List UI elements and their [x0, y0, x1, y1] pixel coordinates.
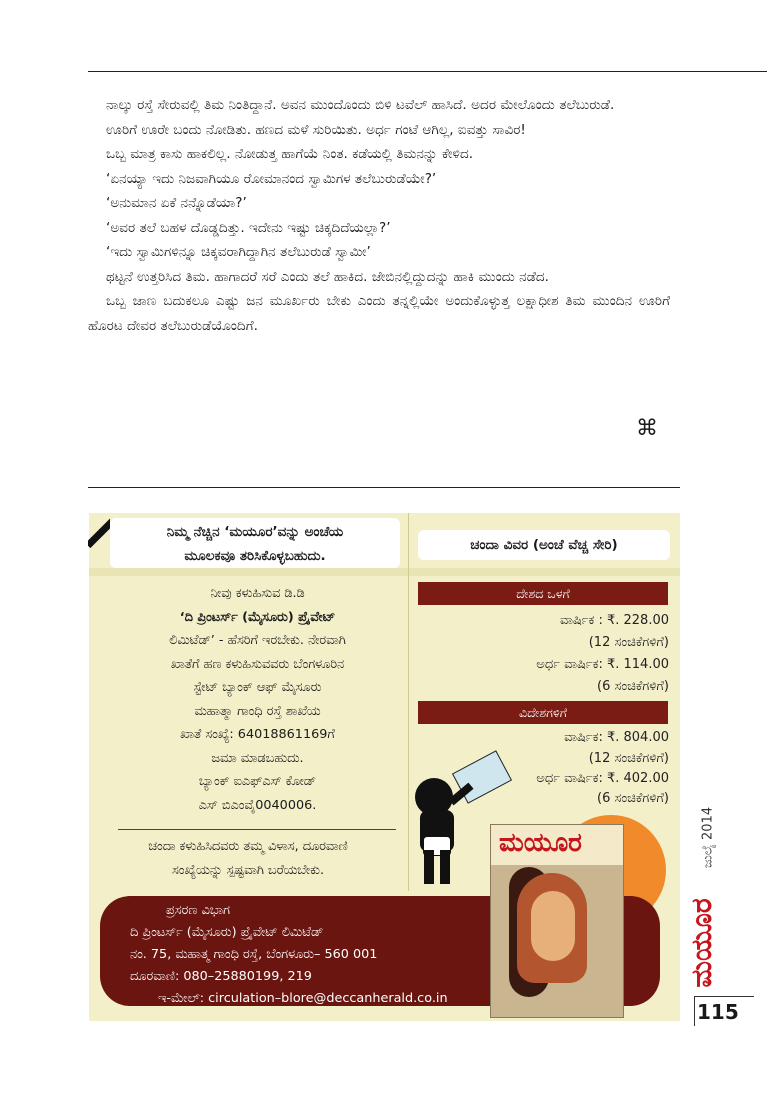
domestic-label: ದೇಶದ ಒಳಗೆ: [418, 582, 668, 605]
subscription-header-left: [110, 518, 400, 568]
dd-line: ‘ದಿ ಪ್ರಿಂಟರ್ಸ್ (ಮೈಸೂರು) ಪ್ರೈವೇಟ್: [179, 609, 336, 625]
story-paragraph: ‘ಅವರ ತಲೆ ಬಹಳ ದೊಡ್ಡದಿತ್ತು. ಇದೇನು ಇಷ್ಟು ಚಿಕ್ಕದಿದೆಯಲ್ಲಾ?’: [106, 219, 391, 236]
domestic-annual: ವಾರ್ಷಿಕ : ₹. 228.00: [559, 613, 669, 628]
section-rule: [88, 487, 680, 488]
mourning-ribbon-icon: [88, 514, 110, 558]
header-left-line: ನಿಮ್ಮ ನೆಚ್ಚಿನ ‘ಮಯೂರ’ವನ್ನು ಅಂಚೆಯ: [166, 524, 344, 540]
dd-line: ಮಹಾತ್ಮಾ ಗಾಂಧಿ ರಸ್ತೆ ಶಾಖೆಯ: [194, 703, 321, 719]
foreign-half: ಅರ್ಧ ವಾರ್ಷಿಕ: ₹. 402.00: [536, 771, 669, 786]
column-divider: [408, 513, 409, 891]
contact-address: ನಂ. 75, ಮಹಾತ್ಮ ಗಾಂಧಿ ರಸ್ತೆ, ಬೆಂಗಳೂರು– 560 001: [130, 947, 378, 962]
page-rule: [694, 996, 754, 997]
dd-line: ಎಸ್ ಬಿಎಂವೈ0040006.: [198, 797, 317, 813]
story-paragraph: ‘ಅನುಮಾನ ಏಕೆ ನನ್ನೊಡೆಯಾ?’: [106, 195, 247, 211]
dd-instructions: [120, 582, 395, 817]
figure-leg: [440, 850, 450, 884]
header-left-line: ಮೂಲಕವೂ ತರಿಸಿಕೊಳ್ಳಬಹುದು.: [184, 548, 326, 564]
foreign-annual-issues: (12 ಸಂಚಿಕೆಗಳಿಗೆ): [588, 751, 669, 766]
story-paragraph: ‘ಇದು ಸ್ವಾಮಿಗಳಿನ್ನೂ ಚಿಕ್ಕವರಾಗಿದ್ದಾಗಿನ ತಲೆಬುರುಡೆ ಸ್ವಾಮೀ’: [106, 244, 371, 260]
page-number: 115: [697, 1000, 739, 1024]
dd-line: ನೀವು ಕಳುಹಿಸುವ ಡಿ.ಡಿ: [210, 586, 305, 601]
magazine-cover: [490, 824, 624, 1018]
domestic-half: ಅರ್ಧ ವಾರ್ಷಿಕ: ₹. 114.00: [536, 657, 669, 672]
contact-dept: ಪ್ರಸರಣ ವಿಭಾಗ: [166, 903, 230, 918]
dd-line: ಸ್ಟೇಟ್ ಬ್ಯಾಂಕ್ ಆಫ್ ಮೈಸೂರು: [193, 680, 322, 695]
page-rule-vertical: [694, 996, 695, 1026]
note-divider: [118, 829, 396, 830]
end-mark-icon: ⌘: [636, 416, 658, 441]
magazine-title: ಮಯೂರ: [499, 828, 582, 858]
dd-line: ಜಮಾ ಮಾಡಬಹುದು.: [211, 750, 304, 766]
dd-line: ಖಾತೆ ಸಂಖ್ಯೆ: 64018861169ಗೆ: [180, 727, 335, 742]
story-paragraph: ನಾಲ್ಕು ರಸ್ತೆ ಸೇರುವಲ್ಲಿ ತಿಮ ನಿಂತಿದ್ದಾನೆ. ಅವನ ಮುಂದೊಂದು ಬಿಳಿ ಟವೆಲ್ ಹಾಸಿದೆ. ಅದರ ಮೇಲೊಂದು ತಲೆಬುರುಡೆ.: [106, 97, 615, 113]
figure-leg: [424, 850, 434, 884]
issue-date: ಜುಲೈ 2014: [700, 806, 716, 869]
story-paragraph: ಒಬ್ಬ ಮಾತ್ರ ಕಾಸು ಹಾಕಲಿಲ್ಲ. ನೋಡುತ್ತ ಹಾಗೆಯೆ ನಿಂತ. ಕಡೆಯಲ್ಲಿ ತಿಮನನ್ನು ಕೇಳಿದ.: [106, 146, 474, 162]
note-line: ಸಂಖ್ಯೆಯನ್ನು ಸ್ಪಷ್ಟವಾಗಿ ಬರೆಯಬೇಕು.: [171, 863, 325, 878]
dd-line: ಖಾತೆಗೆ ಹಣ ಕಳುಹಿಸುವವರು ಬೆಂಗಳೂರಿನ: [170, 656, 345, 672]
subscription-header-right: ಚಂದಾ ವಿವರ (ಅಂಚೆ ವೆಚ್ಚ ಸೇರಿ): [418, 530, 670, 560]
contact-email-row: [158, 988, 448, 1010]
domestic-annual-issues: (12 ಸಂಚಿಕೆಗಳಿಗೆ): [588, 635, 669, 650]
contact-phone: ದೂರವಾಣಿ: 080–25880199, 219: [130, 969, 312, 984]
top-rule: [88, 71, 767, 72]
dd-line: ಲಿಮಿಟೆಡ್’ - ಹೆಸರಿಗೆ ಇರಬೇಕು. ನೇರವಾಗಿ: [169, 633, 346, 648]
story-paragraph: ಊರಿಗೆ ಊರೇ ಬಂದು ನೋಡಿತು. ಹಣದ ಮಳೆ ಸುರಿಯಿತು. ಅರ್ಧ ಗಂಟೆ ಆಗಿಲ್ಲ, ಐವತ್ತು ಸಾವಿರ!: [106, 121, 526, 138]
foreign-label: ವಿದೇಶಗಳಿಗೆ: [418, 701, 668, 724]
story-paragraph: ಥಟ್ಟನೆ ಉತ್ತರಿಸಿದ ತಿಮ. ಹಾಗಾದರೆ ಸರೆ ಎಂದು ತಲೆ ಹಾಕಿದ. ಜೇಬಿನಲ್ಲಿದ್ದುದನ್ನು ಹಾಕಿ ಮುಂದು ನಡೆದ.: [106, 268, 550, 285]
story-text: [88, 93, 670, 338]
foreign-half-issues: (6 ಸಂಚಿಕೆಗಳಿಗೆ): [597, 791, 669, 806]
header-band: [89, 568, 680, 576]
domestic-half-issues: (6 ಸಂಚಿಕೆಗಳಿಗೆ): [597, 679, 669, 694]
email-link[interactable]: circulation–blore@deccanherald.co.in: [208, 991, 448, 1006]
foreign-annual: ವಾರ್ಷಿಕ: ₹. 804.00: [564, 730, 669, 745]
story-paragraph: ಒಬ್ಬ ಜಾಣ ಬದುಕಲೂ ಎಷ್ಟು ಜನ ಮೂರ್ಖರು ಬೇಕು ಎಂದು ತನ್ನಲ್ಲಿಯೇ ಅಂದುಕೊಳ್ಳುತ್ತ ಲಕ್ಷಾಧೀಶ ತಿಮ ಮುಂದಿನ ಊರಿಗೆ ಹೊರಟ ದೇವರ ತಲೆಬುರುಡೆಯೊಂದಿಗೆ.: [88, 293, 670, 334]
dd-line: ಬ್ಯಾಂಕ್ ಐಎಫ್‌ಎಸ್ ಕೋಡ್: [198, 774, 317, 789]
contact-company: ದಿ ಪ್ರಿಂಟರ್ಸ್ (ಮೈಸೂರು) ಪ್ರೈವೇಟ್ ಲಿಮಿಟೆಡ್: [130, 925, 324, 940]
story-paragraph: ‘ಏನಯ್ಯಾ ಇದು ನಿಜವಾಗಿಯೂ ರೋಮಾನಂದ ಸ್ವಾಮಿಗಳ ತಲೆಬುರುಡೆಯೇ?’: [106, 170, 437, 187]
email-label: ಇ-ಮೇಲ್:: [158, 991, 205, 1006]
note-line: ಚಂದಾ ಕಳುಹಿಸಿದವರು ತಮ್ಮ ವಿಳಾಸ, ದೂರವಾಣಿ: [148, 839, 348, 854]
mayura-logo: ಮಯೂರ: [685, 898, 718, 988]
address-note: [92, 835, 404, 883]
